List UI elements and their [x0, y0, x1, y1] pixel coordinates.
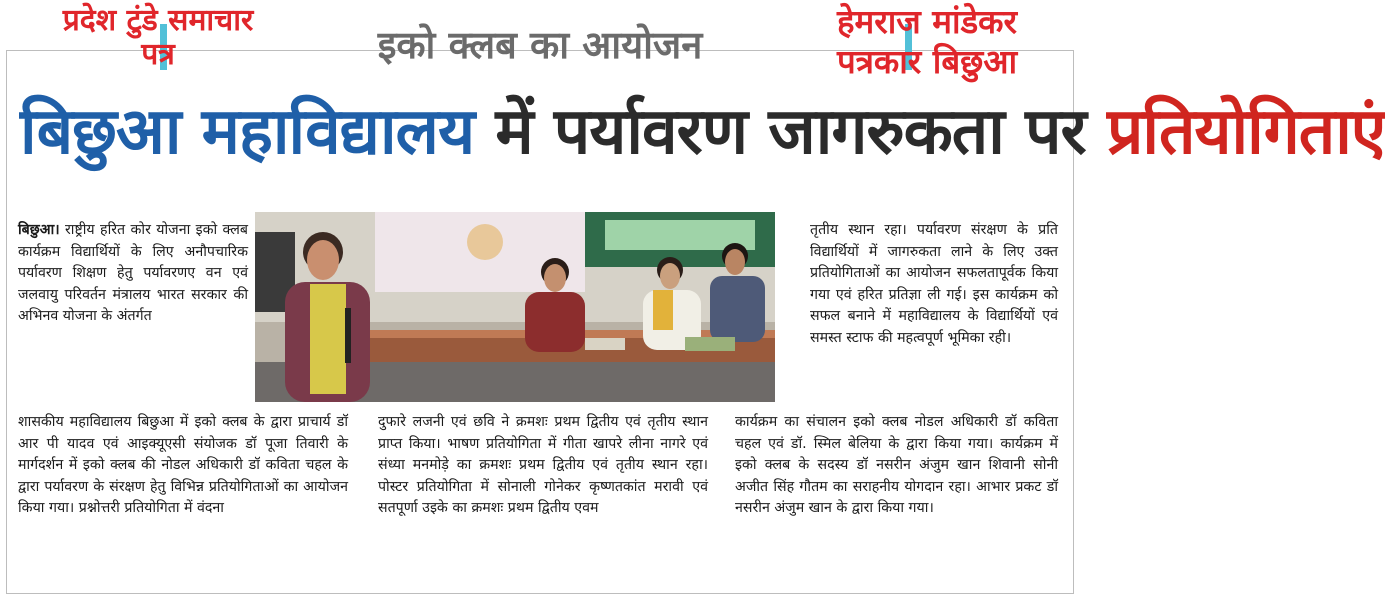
headline-part1: बिछुआ महाविद्यालय: [20, 95, 475, 169]
article-column-1-top: [18, 220, 248, 328]
article-col1-top-text: राष्ट्रीय हरित कोर योजना इको क्लब कार्यक्रम विद्यार्थियों के लिए अनौपचारिक पर्यावरण शिक्षण हेतु पर्यावरणए वन एवं जलवायु परिवर्तन मंत्रालय भारत सरकार की अभिनव योजना के अंतर्गत: [18, 222, 249, 325]
headline-part2: में पर्यावरण जागरुकता पर: [474, 95, 1107, 169]
publication-name-line2: पत्र: [141, 37, 175, 72]
event-photo: [255, 212, 775, 402]
article-column-3-top: [810, 220, 1058, 350]
article-column-1-bottom: [18, 412, 348, 520]
reporter-name: हेमराज मांडेकर: [836, 2, 1018, 41]
headline: [20, 82, 1385, 182]
publication-name-line1: प्रदेश टुंडे समाचार: [62, 3, 254, 38]
subheadline: इको क्लब का आयोजन: [377, 23, 703, 67]
dateline: बिछुआ।: [18, 222, 60, 238]
article-col1-bottom-text: शासकीय महाविद्यालय बिछुआ में इको क्लब के द्वारा प्राचार्य डॉ आर पी यादव एवं आइक्यूएसी संयोजक डॉ पूजा तिवारी के मार्गदर्शन में इको क्लब की नोडल अधिकारी डॉ कविता चहल के द्वारा पर्यावरण के संरक्षण हेतु विभिन्न प्रतियोगिताओं का आयोजन किया गया। प्रश्नोत्तरी प्रतियोगिता में वंदना: [18, 414, 348, 517]
headline-part3: प्रतियोगिताएं: [1106, 95, 1385, 169]
reporter-designation: पत्रकार बिछुआ: [836, 42, 1018, 81]
article-col3-bottom-text: कार्यक्रम का संचालन इको क्लब नोडल अधिकारी डॉ कविता चहल एवं डॉ. स्मिल बेलिया के द्वारा किया गया। कार्यक्रम में इको क्लब के सदस्य डॉ नसरीन अंजुम खान शिवानी सोनी अजीत सिंह गौतम का सराहनीय योगदान रहा। आभार प्रकट डॉ नसरीन अंजुम खान के द्वारा किया गया।: [735, 414, 1058, 517]
article-col3-top-text: तृतीय स्थान रहा। पर्यावरण संरक्षण के प्रति विद्यार्थियों में जागरुकता लाने के लिए उक्त प्रतियोगिताओं का आयोजन सफलतापूर्वक किया गया एवं हरित प्रतिज्ञा ली गई। इस कार्यक्रम को सफल बनाने में महाविद्यालय के विद्यार्थियों एवं समस्त स्टाफ की महत्वपूर्ण भूमिका रही।: [810, 222, 1058, 346]
event-photo-illustration: [255, 212, 775, 402]
article-col2-text: दुफारे लजनी एवं छवि ने क्रमशः प्रथम द्वितीय एवं तृतीय स्थान प्राप्त किया। भाषण प्रतियोगिता में गीता खापरे लीना नागरे एवं संध्या मनमोड़े का क्रमशः प्रथम द्वितीय एवं तृतीय स्थान रहा। पोस्टर प्रतियोगिता में सोनाली गोनेकर कृष्णतकांत मरावी एवं सतपूर्णा उइके का क्रमशः प्रथम द्वितीय एवम: [378, 414, 708, 517]
article-column-2: [378, 412, 708, 520]
publication-name: [8, 4, 308, 72]
article-column-3-bottom: [735, 412, 1058, 520]
reporter-credit: [782, 2, 1072, 82]
